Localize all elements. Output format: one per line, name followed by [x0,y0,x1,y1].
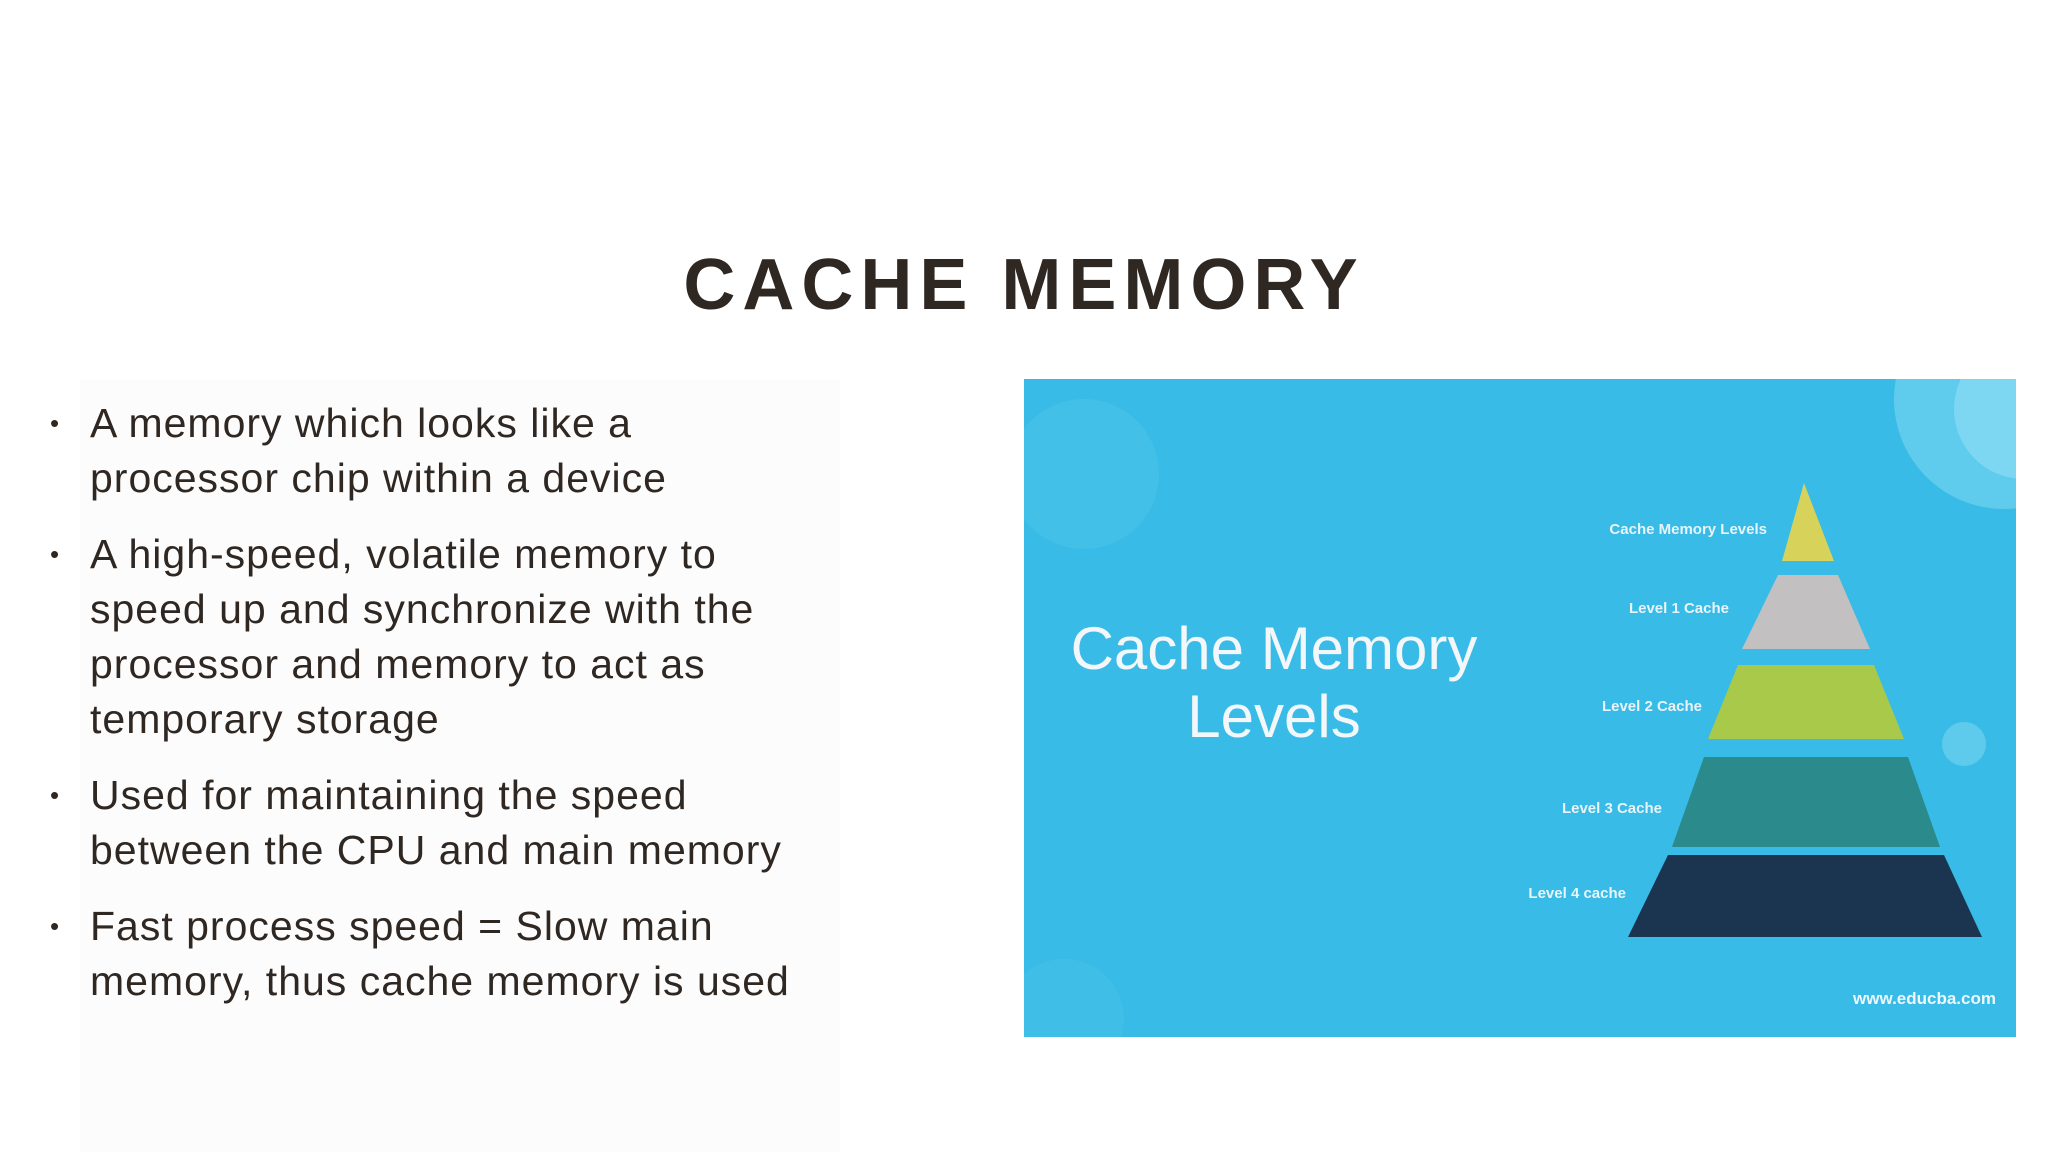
watermark-text: www.educba.com [1853,989,1996,1008]
bullet-dot-icon: • [50,539,61,569]
pyramid-tier-bottom [1628,855,1982,937]
bullet-dot-icon: • [50,408,61,438]
bullet-text: Used for maintaining the speed between the CPU and main memory [90,772,782,873]
bullet-item [40,899,820,1009]
bullet-dot-icon: • [50,911,61,941]
cache-pyramid-illustration [1024,379,2016,1037]
figure-heading-line1: Cache Memory [1070,615,1478,682]
bullet-item [40,768,820,878]
pyramid-label: Level 3 Cache [1561,800,1662,817]
pyramid-label: Level 2 Cache [1601,698,1702,715]
bullet-text: Fast process speed = Slow main memory, thus cache memory is used [90,903,790,1004]
figure-heading-line2: Levels [1187,683,1361,750]
bullet-text: A high-speed, volatile memory to speed up and synchronize with the processor and memory to act as temporary storage [90,531,755,742]
decor-bubble [1942,722,1986,766]
pyramid-label: Level 1 Cache [1628,600,1729,617]
pyramid-label: Cache Memory Levels [1609,521,1767,538]
bullet-text: A memory which looks like a processor chip within a device [90,400,667,501]
bullet-item [40,396,820,506]
bullet-item [40,527,820,747]
slide-title: CACHE MEMORY [683,245,1365,325]
cache-memory-levels-image [1024,379,2016,1037]
pyramid-label: Level 4 cache [1528,885,1626,902]
bullet-dot-icon: • [50,780,61,810]
pyramid-tier-4 [1672,757,1940,847]
pyramid-tier-3 [1708,665,1904,739]
bullet-list [40,396,820,1030]
